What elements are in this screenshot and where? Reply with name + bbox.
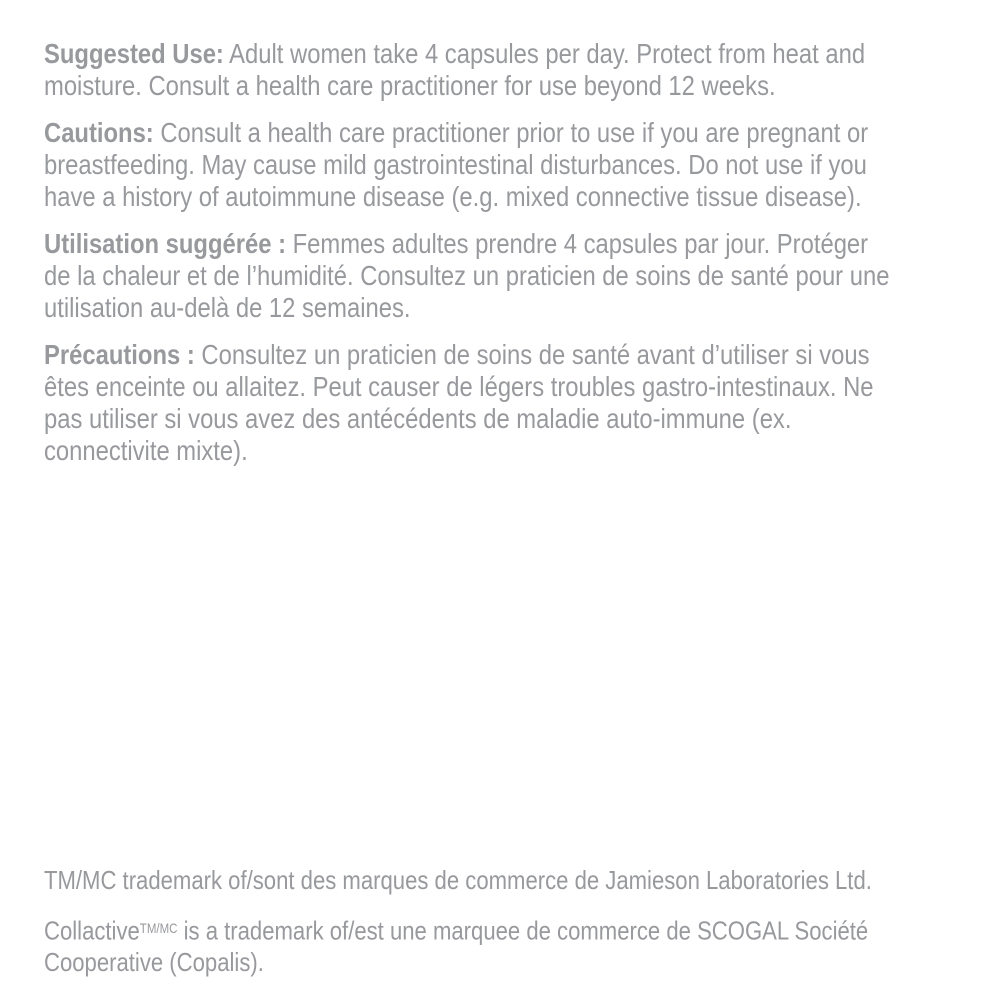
paragraph-line: pas utiliser si vous avez des antécédents de maladie auto-immune (ex. <box>44 403 792 434</box>
jamieson-trademark-line <box>44 864 979 896</box>
paragraph-line: TM/MC trademark of/sont des marques de commerce de Jamieson Laboratories Ltd. <box>44 865 872 895</box>
utilisation-suggeree-heading: Utilisation suggérée : <box>44 228 287 259</box>
collactive-brand-name: Collactive <box>44 915 140 946</box>
paragraph-line: moisture. Consult a health care practitioner for use beyond 12 weeks. <box>44 70 776 101</box>
paragraph-line: connectivite mixte). <box>44 435 248 466</box>
paragraph-line: utilisation au-delà de 12 semaines. <box>44 292 411 323</box>
collactive-trademark-paragraph <box>44 913 979 978</box>
paragraph-line: breastfeeding. May cause mild gastrointestinal disturbances. Do not use if you <box>44 149 867 180</box>
paragraph-line <box>44 38 979 70</box>
paragraph-line: êtes enceinte ou allaitez. Peut causer de légers troubles gastro-intestinaux. Ne <box>44 371 874 402</box>
paragraph-line <box>44 913 979 946</box>
precautions-paragraph <box>44 339 979 467</box>
suggested-use-paragraph <box>44 38 979 102</box>
paragraph-line: have a history of autoimmune disease (e.g. mixed connective tissue disease). <box>44 181 862 212</box>
paragraph-text: Adult women take 4 capsules per day. Protect from heat and <box>229 38 866 69</box>
paragraph-line <box>44 228 979 260</box>
trademark-footnotes <box>44 864 979 995</box>
paragraph-line: de la chaleur et de l’humidité. Consultez un praticien de soins de santé pour une <box>44 260 890 291</box>
paragraph-text: Consultez un praticien de soins de santé avant d’utiliser si vous <box>201 339 870 370</box>
paragraph-text: Consult a health care practitioner prior to use if you are pregnant or <box>160 117 869 148</box>
cautions-paragraph <box>44 117 979 213</box>
suggested-use-heading: Suggested Use: <box>44 38 224 69</box>
paragraph-text: Femmes adultes prendre 4 capsules par jour. Protéger <box>292 228 869 259</box>
precautions-heading: Précautions : <box>44 339 195 370</box>
cautions-heading: Cautions: <box>44 117 154 148</box>
label-text-panel <box>44 38 979 482</box>
tm-mc-superscript: TM/MC <box>139 921 178 936</box>
paragraph-line <box>44 117 979 149</box>
paragraph-line <box>44 339 979 371</box>
paragraph-text: is a trademark of/est une marquee de commerce de SCOGAL Société <box>183 915 869 946</box>
paragraph-line: Cooperative (Copalis). <box>44 947 264 978</box>
utilisation-suggeree-paragraph <box>44 228 979 324</box>
